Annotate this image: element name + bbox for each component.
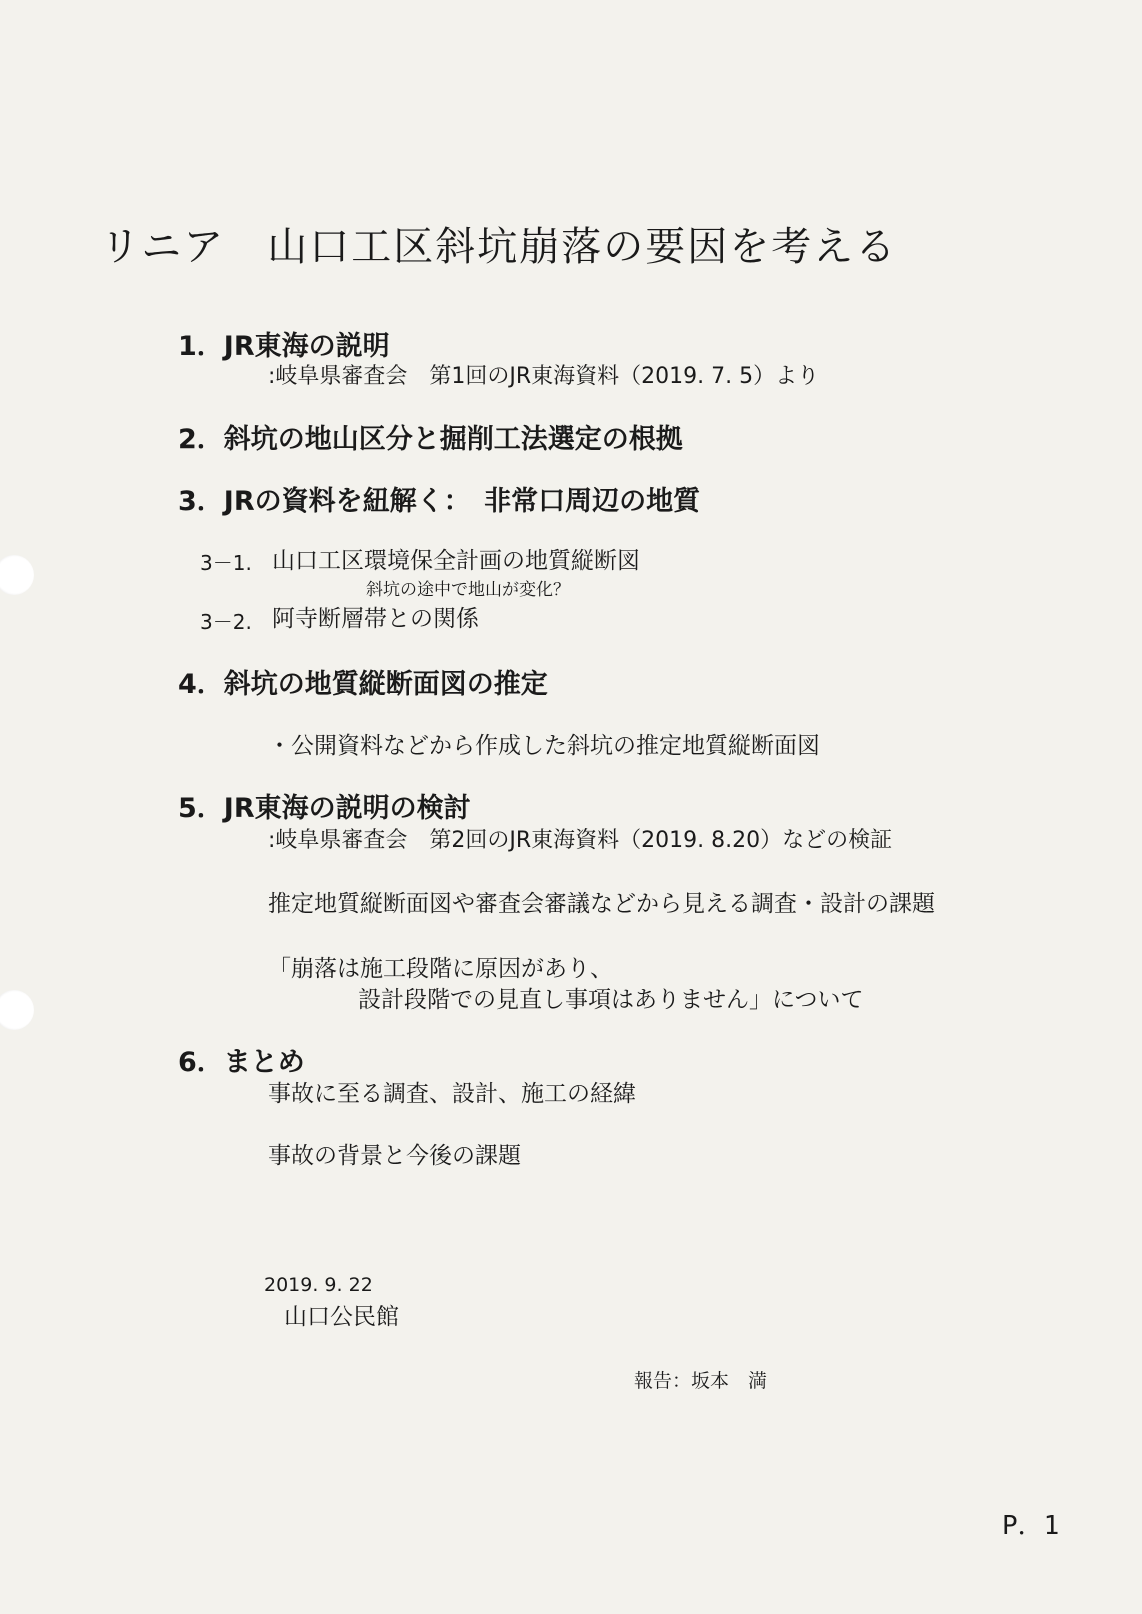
page-number: P．1 [1002, 1511, 1060, 1541]
section-4-subtitle: ・公開資料などから作成した斜坑の推定地質縦断面図 [268, 733, 820, 759]
section-5-line: 推定地質縦断面図や審査会審議などから見える調査・設計の課題 [268, 891, 935, 917]
footer-date: 2019. 9. 22 [264, 1274, 373, 1296]
section-6-line-2: 事故の背景と今後の課題 [268, 1143, 521, 1169]
section-6-heading: 6．まとめ [178, 1047, 305, 1078]
section-1-subtitle: :岐阜県審査会 第1回のJR東海資料（2019. 7. 5）より [268, 364, 820, 389]
document-title: リニア 山口工区斜坑崩落の要因を考える [100, 224, 898, 270]
section-3-heading: 3．JRの資料を紐解く： 非常口周辺の地質 [178, 486, 701, 517]
section-5-quote-line-2: 設計段階での見直し事項はありません」について [358, 987, 864, 1013]
section-4-heading: 4．斜坑の地質縦断面図の推定 [178, 669, 548, 700]
subsection-3-2-label: 阿寺断層帯との関係 [272, 606, 479, 632]
subsection-3-1-label: 山口工区環境保全計画の地質縦断図 [272, 548, 640, 574]
section-2-heading: 2．斜坑の地山区分と掘削工法選定の根拠 [178, 424, 683, 455]
section-5-subtitle: :岐阜県審査会 第2回のJR東海資料（2019. 8.20）などの検証 [268, 828, 893, 853]
section-1-heading: 1．JR東海の説明 [178, 331, 390, 362]
subsection-3-1-note: 斜坑の途中で地山が変化？ [366, 580, 570, 600]
section-5-heading: 5．JR東海の説明の検討 [178, 793, 471, 824]
subsection-3-2-number: 3－2. [200, 610, 252, 634]
punch-hole [0, 990, 34, 1030]
footer-reporter: 報告：坂本 満 [634, 1370, 768, 1392]
punch-hole [0, 555, 34, 595]
footer-venue: 山口公民館 [284, 1304, 399, 1330]
subsection-3-1-number: 3－1. [200, 551, 252, 575]
section-6-line-1: 事故に至る調査、設計、施工の経緯 [268, 1081, 636, 1107]
section-5-quote-line-1: 「崩落は施工段階に原因があり、 [268, 956, 613, 982]
